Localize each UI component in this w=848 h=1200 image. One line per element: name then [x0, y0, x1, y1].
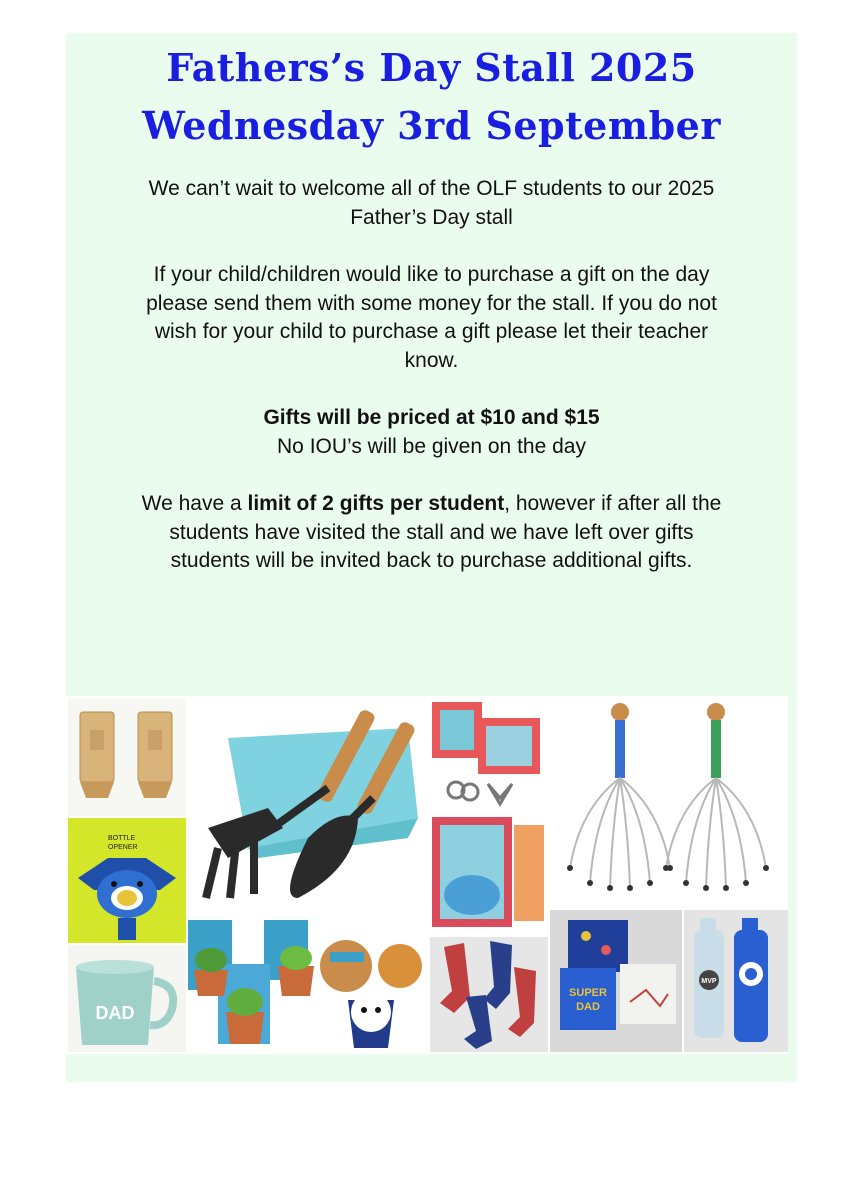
dad-mug-image — [68, 945, 186, 1052]
iou-text: No IOU’s will be given on the day — [277, 434, 586, 458]
phone-stands-image — [68, 698, 186, 816]
bottle-opener-label-1: BOTTLE — [108, 835, 136, 842]
head-massagers-image — [550, 698, 786, 908]
shark-bottle-opener-image — [68, 818, 186, 943]
towel-pack-image — [430, 815, 548, 935]
super-dad-mugs-image — [550, 910, 682, 1052]
socks-image — [430, 937, 548, 1052]
limit-line-3: students will be invited back to purchase additional gifts. — [170, 549, 693, 572]
bottle-opener-label-2: OPENER — [108, 844, 138, 851]
super-dad-label-1: SUPER — [569, 987, 607, 999]
limit-paragraph — [86, 490, 777, 576]
flyer — [66, 33, 797, 1082]
puzzle-games-image — [430, 698, 548, 813]
instructions-line-1: If your child/children would like to purchase a gift on the day — [153, 263, 710, 286]
instructions-line-2: please send them with some money for the stall. If you do not — [146, 291, 717, 315]
limit-suffix: , however if after all the — [504, 492, 722, 515]
instructions-paragraph — [86, 261, 777, 375]
intro-line-2: Father’s Day stall — [350, 205, 513, 229]
price-text: Gifts will be priced at $10 and $15 — [263, 406, 600, 429]
limit-bold: limit of 2 gifts per student — [247, 492, 505, 515]
product-gallery — [66, 696, 788, 1054]
title-line-1: Fathers’s Day Stall 2025 — [166, 45, 697, 90]
super-dad-label-2: DAD — [576, 1001, 600, 1013]
instructions-line-4: know. — [404, 348, 459, 372]
limit-line-1 — [86, 490, 777, 519]
intro-paragraph — [86, 175, 777, 232]
bottle-mvp-text: MVP — [701, 978, 717, 985]
limit-prefix: We have a — [141, 492, 248, 515]
drink-bottles-image — [684, 910, 788, 1052]
intro-line-1: We can’t wait to welcome all of the OLF students to our 2025 — [148, 177, 715, 200]
title-line-2: Wednesday 3rd September — [142, 103, 721, 148]
garden-tools-image — [188, 698, 428, 918]
pricing-paragraph — [86, 404, 777, 461]
planters-image — [188, 920, 426, 1052]
instructions-line-3: wish for your child to purchase a gift please let their teacher — [154, 320, 709, 343]
limit-line-2: students have visited the stall and we have left over gifts — [169, 520, 694, 544]
mug-dad-text: DAD — [95, 1003, 135, 1023]
